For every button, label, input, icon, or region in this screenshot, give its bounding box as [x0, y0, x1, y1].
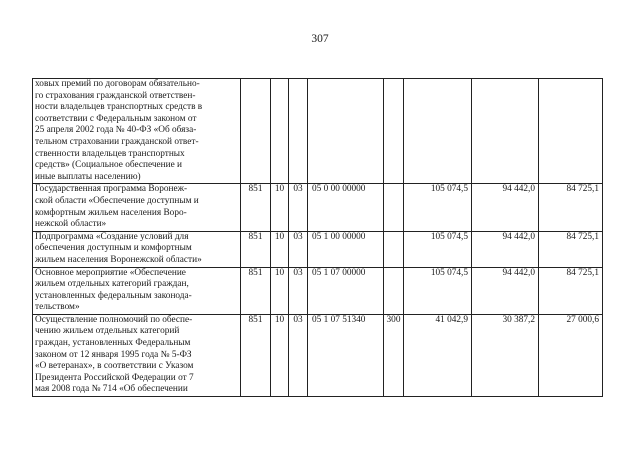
item-name-cell: [33, 267, 241, 314]
grbs-cell: 851: [241, 314, 271, 396]
amount-year2-cell: 94 442,0: [472, 184, 539, 231]
item-name-line: ховых премий по договорам обязательно-: [35, 79, 200, 89]
item-name-cell: [33, 231, 241, 267]
subsection-cell: 03: [289, 184, 308, 231]
item-name-line: «О ветеранах», в соответствии с Указом: [35, 361, 194, 372]
item-name-line: тельном страховании гражданской ответ-: [35, 136, 199, 147]
item-name-line: 25 апреля 2002 года № 40-ФЗ «Об обяза-: [35, 125, 197, 136]
item-name-line: обеспечения доступным и комфортным: [35, 243, 192, 254]
section-cell: 10: [271, 184, 289, 231]
amount-year1-cell: 41 042,9: [404, 314, 472, 396]
table-body: [33, 79, 603, 397]
target-article-cell: 05 1 07 51340: [308, 314, 384, 396]
target-article-cell: 05 0 00 00000: [308, 184, 384, 231]
amount-year1-cell: [404, 79, 472, 184]
amount-year1-cell: 105 074,5: [404, 184, 472, 231]
amount-year3-cell: 84 725,1: [539, 231, 603, 267]
item-name-line: жильем отдельных категорий граждан,: [35, 279, 189, 290]
item-name-line: Основное мероприятие «Обеспечение: [35, 267, 186, 278]
item-name-line: Подпрограмма «Создание условий для: [35, 231, 189, 242]
item-name-line: нежской области»: [35, 219, 107, 230]
item-name-line: комфортным жильем населения Воро-: [35, 207, 187, 218]
item-name-cell: [33, 79, 241, 184]
grbs-cell: 851: [241, 267, 271, 314]
item-name-line: тельством»: [35, 302, 80, 313]
item-name-cell: [33, 184, 241, 231]
expense-type-cell: [384, 184, 404, 231]
subsection-cell: 03: [289, 267, 308, 314]
item-name-line: мая 2008 года № 714 «Об обеспечении: [35, 384, 188, 395]
item-name-line: го страхования гражданской ответствен-: [35, 90, 196, 101]
subsection-cell: [289, 79, 308, 184]
table-row: [33, 267, 603, 314]
amount-year3-cell: 84 725,1: [539, 184, 603, 231]
amount-year1-cell: 105 074,5: [404, 231, 472, 267]
item-name-line: законом от 12 января 1995 года № 5-ФЗ: [35, 349, 192, 360]
item-name-line: ственности владельцев транспортных: [35, 148, 185, 159]
subsection-cell: 03: [289, 231, 308, 267]
expense-type-cell: [384, 267, 404, 314]
item-name-line: жильем населения Воронежской области»: [35, 254, 202, 265]
target-article-cell: 05 1 07 00000: [308, 267, 384, 314]
item-name-line: средств» (Социальное обеспечение и: [35, 160, 183, 171]
table-row: [33, 79, 603, 184]
item-name-line: ской области «Обеспечение доступным и: [35, 195, 199, 206]
target-article-cell: [308, 79, 384, 184]
item-name-line: Государственная программа Воронеж-: [35, 184, 188, 195]
section-cell: 10: [271, 231, 289, 267]
section-cell: [271, 79, 289, 184]
subsection-cell: 03: [289, 314, 308, 396]
amount-year2-cell: 94 442,0: [472, 231, 539, 267]
grbs-cell: [241, 79, 271, 184]
expense-type-cell: 300: [384, 314, 404, 396]
section-cell: 10: [271, 314, 289, 396]
page-number: 307: [311, 33, 329, 45]
amount-year3-cell: 84 725,1: [539, 267, 603, 314]
target-article-cell: 05 1 00 00000: [308, 231, 384, 267]
amount-year3-cell: [539, 79, 603, 184]
item-name-line: Президента Российской Федерации от 7: [35, 372, 194, 383]
section-cell: 10: [271, 267, 289, 314]
item-name-cell: [33, 314, 241, 396]
grbs-cell: 851: [241, 184, 271, 231]
expense-type-cell: [384, 231, 404, 267]
item-name-line: граждан, установленных Федеральным: [35, 338, 191, 349]
item-name-line: установленных федеральным законода-: [35, 290, 192, 301]
item-name-line: иные выплаты населению): [35, 171, 141, 182]
item-name-line: соответствии с Федеральным законом от: [35, 113, 197, 124]
amount-year3-cell: 27 000,6: [539, 314, 603, 396]
item-name-line: ности владельцев транспортных средств в: [35, 102, 203, 113]
table-row: [33, 314, 603, 396]
amount-year2-cell: [472, 79, 539, 184]
item-name-line: чению жильем отдельных категорий: [35, 326, 180, 337]
table-row: [33, 184, 603, 231]
budget-table: [32, 78, 603, 397]
table-row: [33, 231, 603, 267]
amount-year2-cell: 30 387,2: [472, 314, 539, 396]
amount-year1-cell: 105 074,5: [404, 267, 472, 314]
grbs-cell: 851: [241, 231, 271, 267]
amount-year2-cell: 94 442,0: [472, 267, 539, 314]
expense-type-cell: [384, 79, 404, 184]
item-name-line: Осуществление полномочий по обеспе-: [35, 314, 193, 325]
